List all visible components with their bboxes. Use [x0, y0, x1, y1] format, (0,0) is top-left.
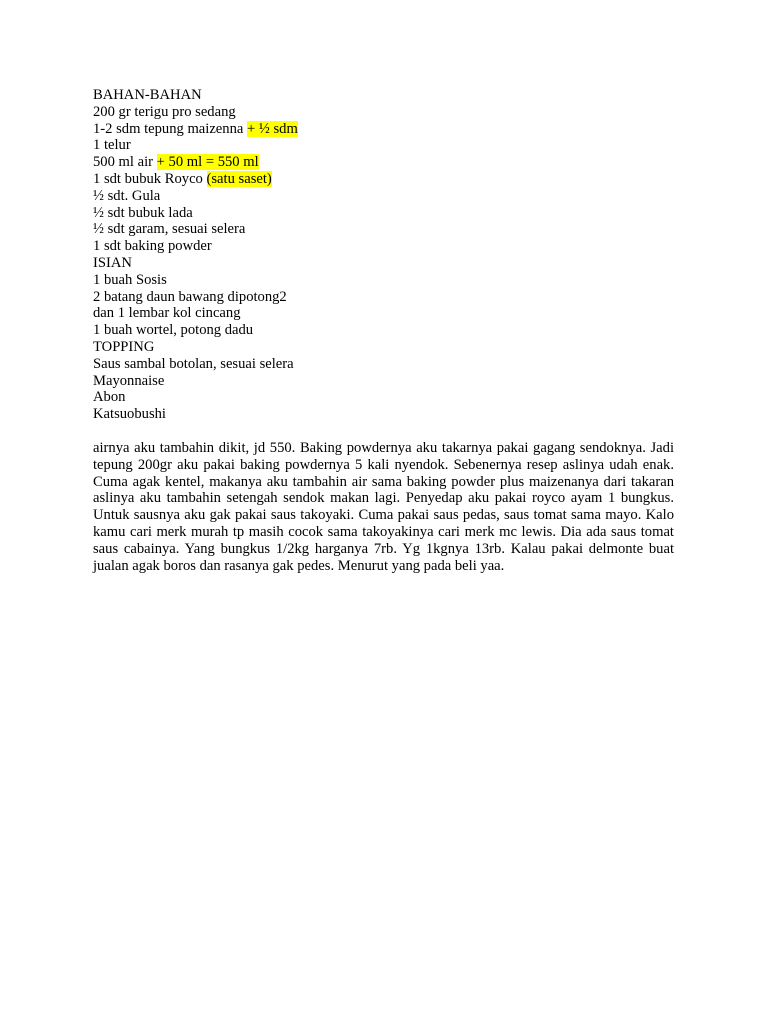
document-page [93, 87, 674, 574]
ingredient-text: 500 ml air [93, 154, 157, 171]
topping-line: Abon [93, 389, 126, 406]
ingredient-line [93, 221, 674, 238]
ingredient-text: 1 telur [93, 137, 131, 154]
topping-heading: TOPPING [93, 338, 155, 355]
ingredient-line [93, 137, 674, 154]
ingredient-line [93, 238, 674, 255]
ingredient-line [93, 121, 674, 138]
filling-line: 1 buah Sosis [93, 271, 167, 288]
ingredient-text: 200 gr terigu pro sedang [93, 103, 236, 120]
highlighted-note: + ½ sdm [247, 120, 298, 137]
paragraph-gap [93, 423, 674, 440]
ingredient-text: 1 sdt baking powder [93, 238, 212, 255]
ingredient-line [93, 154, 674, 171]
topping-line: Saus sambal botolan, sesuai selera [93, 355, 294, 372]
ingredient-line [93, 104, 674, 121]
ingredient-text: ½ sdt bubuk lada [93, 204, 193, 221]
ingredient-text: ½ sdt. Gula [93, 187, 161, 204]
ingredient-line [93, 171, 674, 188]
ingredient-text: 1 sdt bubuk Royco [93, 170, 207, 187]
ingredient-line [93, 205, 674, 222]
ingredient-line [93, 188, 674, 205]
ingredient-text: ½ sdt garam, sesuai selera [93, 221, 246, 238]
filling-line: dan 1 lembar kol cincang [93, 305, 241, 322]
filling-line: 2 batang daun bawang dipotong2 [93, 288, 287, 305]
topping-line: Mayonnaise [93, 372, 165, 389]
filling-heading: ISIAN [93, 254, 132, 271]
highlighted-note: + 50 ml = 550 ml [156, 154, 259, 171]
ingredient-text: 1-2 sdm tepung maizenna [93, 120, 248, 137]
filling-line: 1 buah wortel, potong dadu [93, 322, 254, 339]
topping-line: Katsuobushi [93, 406, 166, 423]
note-paragraph: airnya aku tambahin dikit, jd 550. Baking powdernya aku takarnya pakai gagang sendoknya. Jadi tepung 200gr aku pakai baking powdernya 5 kali nyendok. Sebenernya resep aslinya udah enak. Cuma agak kentel, makanya aku tambahin air sama baking powder plus maizenanya dari takaran aslinya aku tambahin setengah sendok makan lagi. Penyedap aku pakai royco ayam 1 bungkus. Untuk sausnya aku gak pakai saus takoyaki. Cuma pakai saus pedas, saus tomat sama mayo. Kalo kamu cari merk murah tp masih cocok sama takoyakinya cari merk mc lewis. Dia ada saus tomat saus cabainya. Yang bungkus 1/2kg harganya 7rb. Yg 1kgnya 13rb. Kalau pakai delmonte buat jualan agak boros dan rasanya gak pedes. Menurut yang pada beli yaa. [93, 439, 674, 574]
ingredients-heading: BAHAN-BAHAN [93, 87, 202, 103]
highlighted-note: (satu saset) [206, 170, 272, 187]
